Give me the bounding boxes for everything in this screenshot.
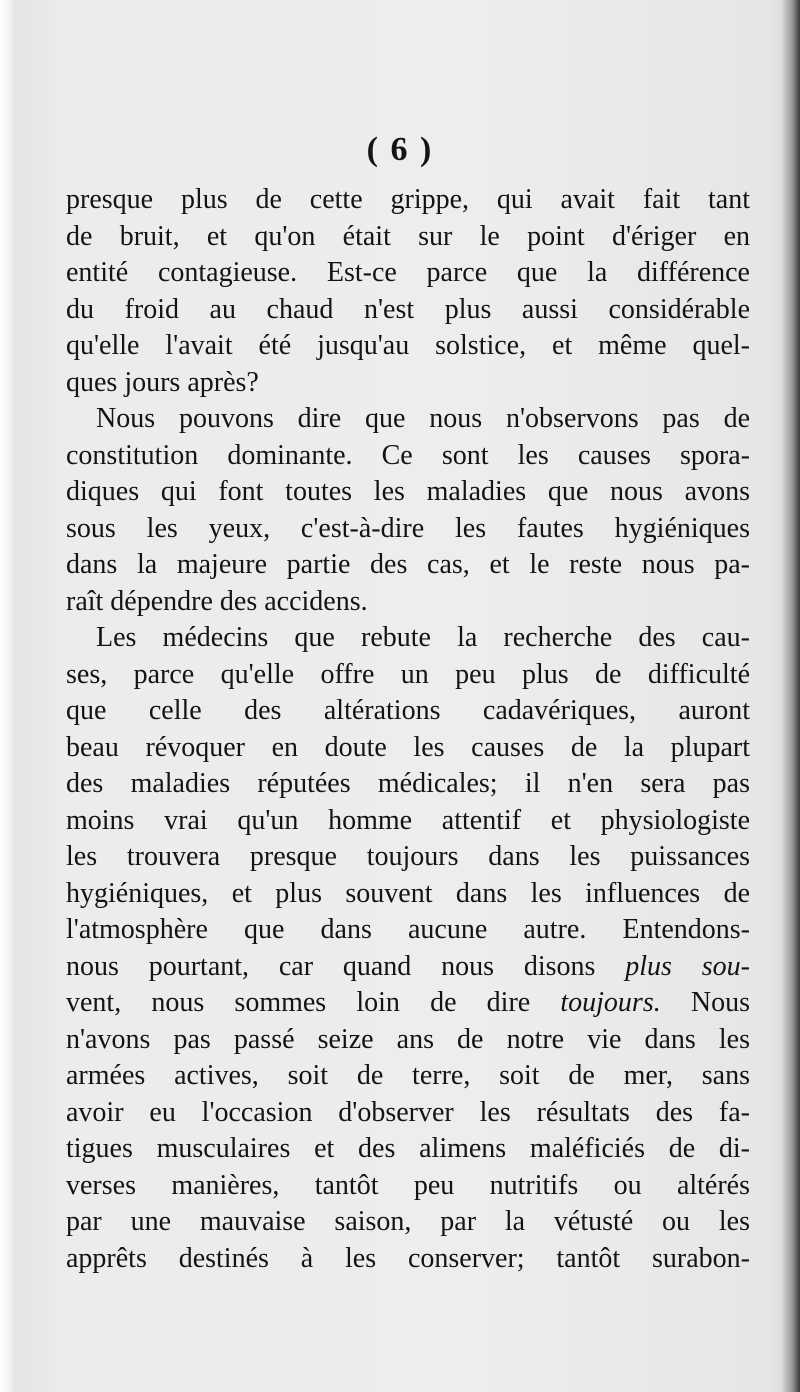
text-line: l'atmosphère que dans aucune autre. Entendons-: [66, 914, 750, 945]
text-line: des maladies réputées médicales; il n'en sera pas: [66, 768, 750, 799]
paragraph-start-line: Nous pouvons dire que nous n'observons pas de: [96, 403, 750, 434]
text-line: sous les yeux, c'est-à-dire les fautes hygiéniques: [66, 512, 750, 544]
italic-segment: toujours.: [560, 987, 661, 1018]
text-line: beau révoquer en doute les causes de la plupart: [66, 731, 750, 763]
text-line: qu'elle l'avait été jusqu'au solstice, et même quel-: [66, 330, 750, 361]
text-line: par une mauvaise saison, par la vétusté ou les: [66, 1206, 750, 1237]
paragraph-start-line: Les médecins que rebute la recherche des cau-: [96, 622, 750, 653]
text-line: les trouvera presque toujours dans les puissances: [66, 841, 750, 872]
text-line: diques qui font toutes les maladies que nous avons: [66, 476, 750, 507]
text-line: que celle des altérations cadavériques, auront: [66, 695, 750, 726]
text-line: moins vrai qu'un homme attentif et physiologiste: [66, 804, 750, 836]
text-line: hygiéniques, et plus souvent dans les influences de: [66, 877, 750, 909]
text-line: apprêts destinés à les conserver; tantôt surabon-: [66, 1242, 750, 1274]
text-line: entité contagieuse. Est-ce parce que la différence: [66, 257, 750, 288]
page-number: ( 6 ): [366, 131, 434, 168]
text-line: dans la majeure partie des cas, et le reste nous pa-: [66, 549, 750, 580]
text-line: tigues musculaires et des alimens maléficiés de di-: [66, 1133, 750, 1164]
text-line: armées actives, soit de terre, soit de mer, sans: [66, 1060, 750, 1091]
text-line: ques jours après?: [66, 366, 259, 398]
text-line: raît dépendre des accidens.: [66, 585, 368, 617]
text-line: avoir eu l'occasion d'observer les résultats des fa-: [66, 1096, 750, 1128]
text-segment: nous pourtant, car quand nous disons: [66, 950, 596, 982]
text-line: ses, parce qu'elle offre un peu plus de difficulté: [66, 658, 750, 690]
text-line: presque plus de cette grippe, qui avait fait tant: [66, 184, 750, 215]
text-line: de bruit, et qu'on était sur le point d'ériger en: [66, 220, 750, 252]
text-line: constitution dominante. Ce sont les causes spora-: [66, 439, 750, 471]
text-segment: vent, nous sommes loin de dire: [66, 987, 531, 1018]
text-line-with-italic: [66, 985, 750, 1022]
text-line-with-italic: [66, 949, 750, 986]
body-text: [66, 182, 750, 1277]
text-line: verses manières, tantôt peu nutritifs ou altérés: [66, 1169, 750, 1201]
text-line: n'avons pas passé seize ans de notre vie dans les: [66, 1023, 750, 1055]
text-segment: Nous: [690, 987, 751, 1018]
italic-segment: plus sou-: [625, 950, 750, 982]
text-line: du froid au chaud n'est plus aussi considérable: [66, 293, 750, 325]
